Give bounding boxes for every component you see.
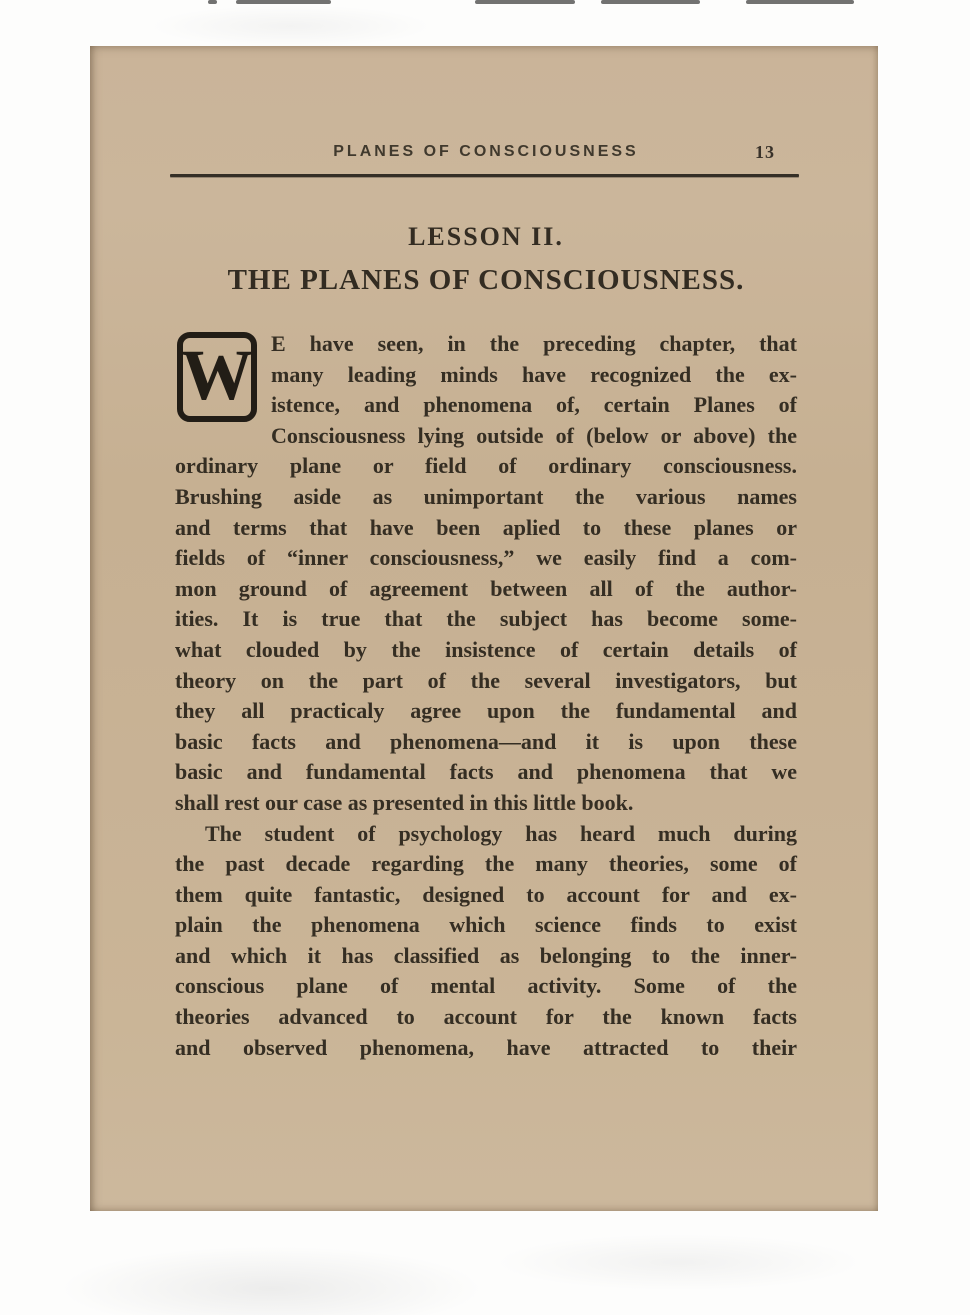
book-page <box>90 46 878 1211</box>
text-line: shall rest our case as presented in this little book. <box>175 789 634 815</box>
paragraph-1 <box>175 329 797 819</box>
scan-artifact <box>208 0 217 4</box>
page-header <box>175 143 797 161</box>
text-line: ordinary plane or field of ordinary consciousness. <box>175 453 797 479</box>
text-line: them quite fantastic, designed to account for and ex- <box>175 881 797 907</box>
paragraph-2 <box>175 819 797 1064</box>
running-title: PLANES OF CONSCIOUSNESS <box>333 143 639 160</box>
scan-artifact <box>601 0 700 4</box>
scan-artifact <box>746 0 854 4</box>
text-line: the past decade regarding the many theories, some of <box>175 851 797 877</box>
text-line: plain the phenomena which science finds to exist <box>175 912 797 938</box>
text-line: fields of “inner consciousness,” we easily find a com- <box>175 545 797 571</box>
header-rule <box>170 174 799 177</box>
body-text <box>175 329 797 1063</box>
text-line: basic facts and phenomena—and it is upon these <box>175 728 797 754</box>
lesson-title: LESSON II. <box>408 222 564 251</box>
scan-artifact <box>475 0 575 4</box>
text-line: ities. It is true that the subject has become some- <box>175 606 797 632</box>
chapter-title: THE PLANES OF CONSCIOUSNESS. <box>227 264 745 296</box>
scan-artifact <box>236 0 331 4</box>
text-line: conscious plane of mental activity. Some of the <box>175 973 797 999</box>
text-line: and terms that have been aplied to these planes or <box>175 514 797 540</box>
text-line: many leading minds have recognized the ex- <box>271 361 797 387</box>
text-line: E have seen, in the preceding chapter, that <box>271 331 797 356</box>
text-line: Brushing aside as unimportant the various names <box>175 483 797 509</box>
text-line: basic and fundamental facts and phenomena that we <box>175 759 797 785</box>
text-line: and observed phenomena, have attracted to their <box>175 1034 797 1060</box>
text-line: theory on the part of the several investigators, but <box>175 667 797 693</box>
drop-cap: W <box>177 332 257 422</box>
text-line: The student of psychology has heard much during <box>205 820 797 846</box>
text-line: Consciousness lying outside of (below or above) the <box>271 422 797 448</box>
page-number: 13 <box>755 142 775 162</box>
text-line: mon ground of agreement between all of the author- <box>175 575 797 601</box>
text-line: istence, and phenomena of, certain Planes of <box>271 392 797 418</box>
text-line: and which it has classified as belonging to the inner- <box>175 942 797 968</box>
text-line: what clouded by the insistence of certain details of <box>175 636 797 662</box>
text-line: theories advanced to account for the known facts <box>175 1004 797 1030</box>
text-line: they all practicaly agree upon the fundamental and <box>175 698 797 724</box>
